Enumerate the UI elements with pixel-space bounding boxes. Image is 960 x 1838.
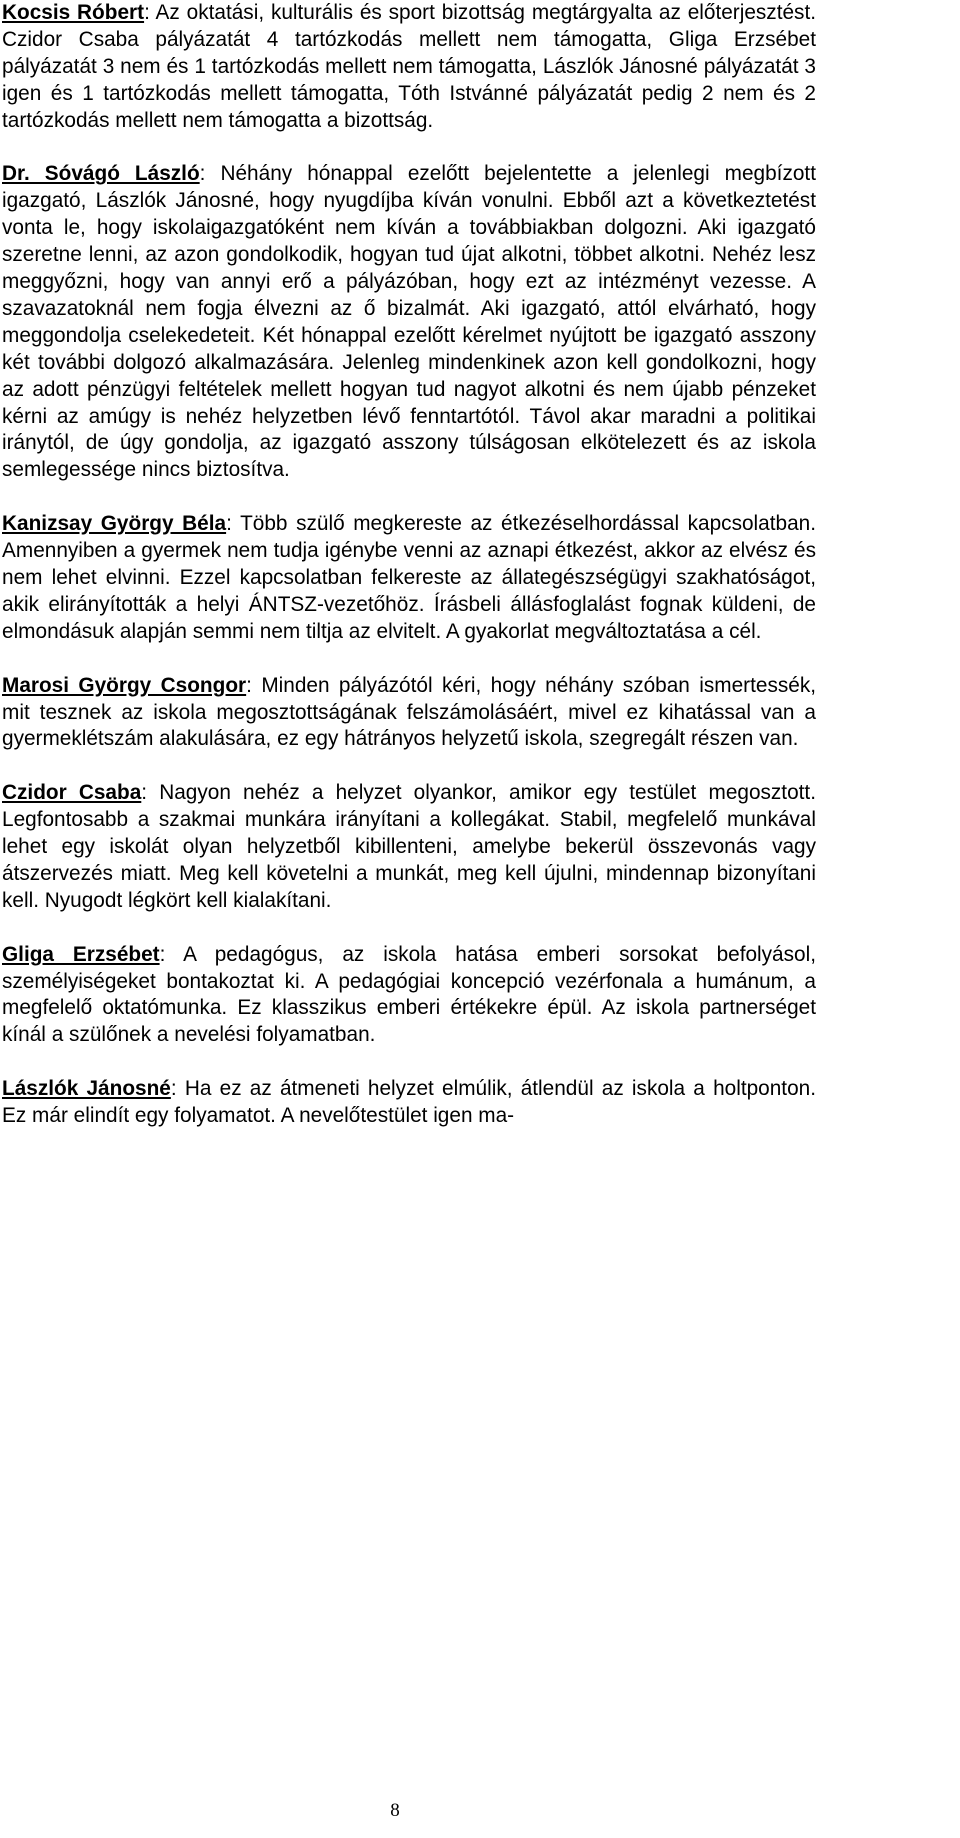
paragraph-czidor [2,780,816,915]
speaker-name: Gliga Erzsébet [2,942,160,966]
paragraph-kanizsay [2,511,816,646]
paragraph-lászlók [2,1076,816,1130]
minutes-text [2,0,816,1157]
speaker-name: Dr. Sóvágó László [2,162,200,186]
page-number: 8 [390,1800,400,1821]
paragraph-text: : Az oktatási, kulturális és sport bizottság megtárgyalta az előterjesztést. Czidor Csaba pályázatát 4 tartózkodás mellett nem támogatta, Gliga Erzsébet pályázatát 3 nem és 1 tartózkodás mellett nem támogatta, Lászlók Jánosné pályázatát 3 igen és 1 tartózkodás mellett támogatta, Tóth Istvánné pályázatát pedig 2 nem és 2 tartózkodás mellett nem támogatta a bizottság. [2,1,816,132]
speaker-name: Lászlók Jánosné [2,1077,171,1101]
speaker-name: Kocsis Róbert [2,1,145,24]
paragraph-kocsis [2,0,816,135]
speaker-name: Marosi György Csongor [2,673,247,697]
paragraph-marosi [2,673,816,754]
paragraph-sovago [2,161,816,484]
paragraph-text: : Több szülő megkereste az étkezéselhordással kapcsolatban. Amennyiben a gyermek nem tudja igénybe venni az aznapi étkezést, akkor az elvész és nem lehet elvinni. Ezzel kapcsolatban felkereste az állategészségügyi szakhatóságot, akik elirányították a helyi ÁNTSZ-vezetőhöz. Írásbeli állásfoglalást fognak küldeni, de elmondásuk alapján semmi nem tiltja az elvitelt. A gyakorlat megváltoztatása a cél. [2,512,816,643]
speaker-name: Kanizsay György Béla [2,512,227,536]
paragraph-text: : Minden pályázótól kéri, hogy néhány szóban ismertessék, mit tesznek az iskola megosztottságának felszámolásáért, mivel ez kihatással van a gyermeklétszám alakulására, ez egy hátrányos helyzetű iskola, szegregált részen van. [2,673,816,751]
paragraph-text: : A pedagógus, az iskola hatása emberi sorsokat befolyásol, személyiségeket bontakoztat ki. A pedagógiai koncepció vezérfonala a humánum, a megfelelő oktatómunka. Ez klasszikus emberi értékekre épül. Az iskola partnerséget kínál a szülőnek a nevelési folyamatban. [2,942,816,1047]
speaker-name: Czidor Csaba [2,781,142,805]
paragraph-text: : Néhány hónappal ezelőtt bejelentette a jelenlegi megbízott igazgató, Lászlók Jánosné, hogy nyugdíjba kíván vonulni. Ebből azt a következtetést vonta le, hogy iskolaigazgatóként nem kíván a továbbiakban dolgozni. Aki igazgató szeretne lenni, az azon gondolkodik, hogyan tud újat alkotni, többet alkotni. Nehéz lesz meggyőzni, hogy van annyi erő a pályázóban, hogy ezt az intézményt vezesse. A szavazatoknál nem fogja élvezni az ő bizalmát. Aki igazgató, attól elvárható, hogy meggondolja cselekedeteit. Két hónappal ezelőtt kérelmet nyújtott be igazgató asszony két további dolgozó alkalmazására. Jelenleg mindenkinek azon kell gondolkozni, hogy az adott pénzügyi feltételek mellett hogyan tud nagyot alkotni és nem újabb pénzeket kérni az amúgy is nehéz helyzetben lévő fenntartótól. Távol akar maradni a politikai iránytól, de úgy gondolja, az igazgató asszony túlságosan elkötelezett és az iskola semlegessége nincs biztosítva. [2,162,816,482]
paragraph-text: : Ha ez az átmeneti helyzet elmúlik, átlendül az iskola a holtponton. Ez már elindít egy folyamatot. A nevelőtestület igen ma- [2,1077,816,1128]
paragraph-text: : Nagyon nehéz a helyzet olyankor, amikor egy testület megosztott. Legfontosabb a szakmai munkára irányítani a kollegákat. Stabil, megfelelő munkával lehet egy iskolát olyan helyzetből kibillenteni, amelybe bekerül összevonás vagy átszervezés miatt. Meg kell követelni a munkát, meg kell újulni, mindennap bizonyítani kell. Nyugodt légkört kell kialakítani. [2,781,816,912]
paragraph-gliga [2,942,816,1050]
